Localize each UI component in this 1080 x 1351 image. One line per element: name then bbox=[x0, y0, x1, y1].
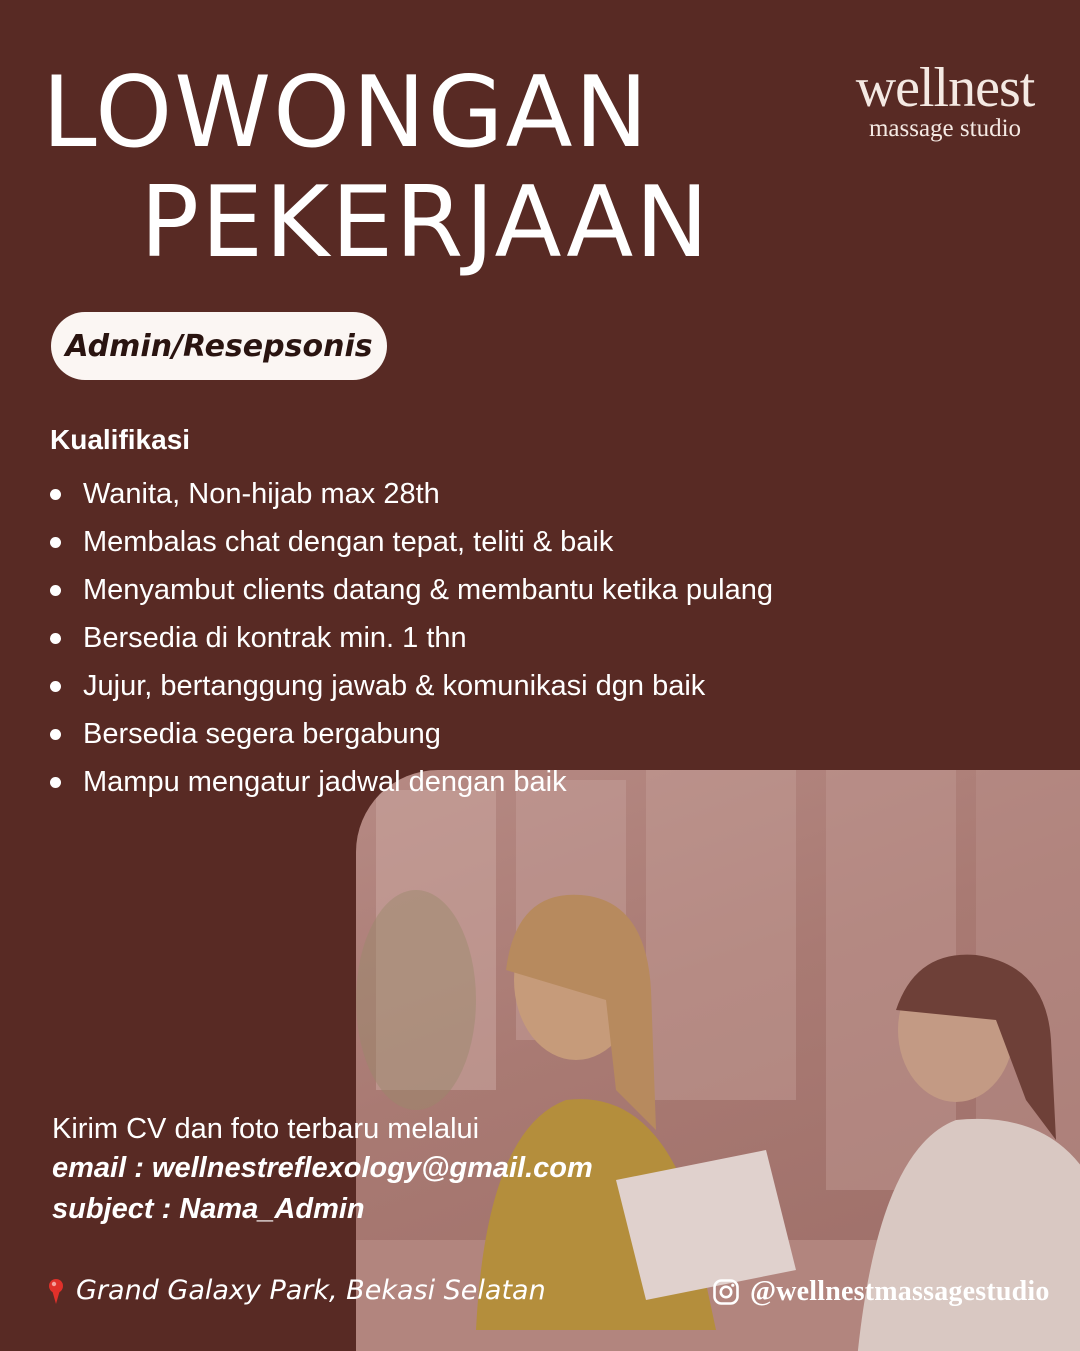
qualification-text: Bersedia segera bergabung bbox=[83, 717, 441, 750]
bullet-icon bbox=[50, 489, 61, 500]
title-line-2: PEKERJAAN bbox=[140, 166, 711, 280]
location bbox=[46, 1275, 546, 1306]
list-item bbox=[50, 470, 773, 518]
application-subject: subject : Nama_Admin bbox=[52, 1193, 365, 1225]
qualifications-heading: Kualifikasi bbox=[50, 424, 191, 455]
bullet-icon bbox=[50, 777, 61, 788]
list-item bbox=[50, 662, 773, 710]
qualification-text: Jujur, bertanggung jawab & komunikasi dgn baik bbox=[83, 669, 706, 702]
map-pin-icon bbox=[46, 1277, 66, 1305]
instagram-text[interactable]: @wellnestmassagestudio bbox=[750, 1276, 1050, 1307]
position-badge: Admin/Resepsonis bbox=[51, 312, 387, 380]
application-email[interactable]: email : wellnestreflexology@gmail.com bbox=[52, 1152, 593, 1184]
bullet-icon bbox=[50, 681, 61, 692]
qualification-text: Membalas chat dengan tepat, teliti & baik bbox=[83, 525, 614, 558]
qualification-text: Menyambut clients datang & membantu ketika pulang bbox=[83, 573, 773, 606]
application-info bbox=[52, 1110, 593, 1230]
brand-tagline: massage studio bbox=[868, 115, 1022, 142]
list-item bbox=[50, 566, 773, 614]
instagram-icon bbox=[712, 1278, 740, 1306]
title-line-1: LOWONGAN bbox=[42, 56, 650, 170]
bullet-icon bbox=[50, 585, 61, 596]
brand-logo bbox=[830, 58, 1060, 142]
qualification-text: Wanita, Non-hijab max 28th bbox=[83, 477, 440, 510]
brand-name: wellnest bbox=[855, 57, 1035, 119]
list-item bbox=[50, 518, 773, 566]
bullet-icon bbox=[50, 633, 61, 644]
instagram-handle[interactable] bbox=[712, 1276, 1050, 1308]
list-item bbox=[50, 614, 773, 662]
bullet-icon bbox=[50, 729, 61, 740]
qualification-text: Bersedia di kontrak min. 1 thn bbox=[83, 621, 467, 654]
location-text: Grand Galaxy Park, Bekasi Selatan bbox=[76, 1275, 546, 1306]
list-item bbox=[50, 758, 773, 806]
reception-photo bbox=[356, 770, 1080, 1351]
application-intro: Kirim CV dan foto terbaru melalui bbox=[52, 1113, 480, 1145]
qualification-text: Mampu mengatur jadwal dengan baik bbox=[83, 765, 567, 798]
list-item bbox=[50, 710, 773, 758]
page-title bbox=[42, 58, 711, 278]
bullet-icon bbox=[50, 537, 61, 548]
qualifications-list bbox=[50, 470, 773, 806]
